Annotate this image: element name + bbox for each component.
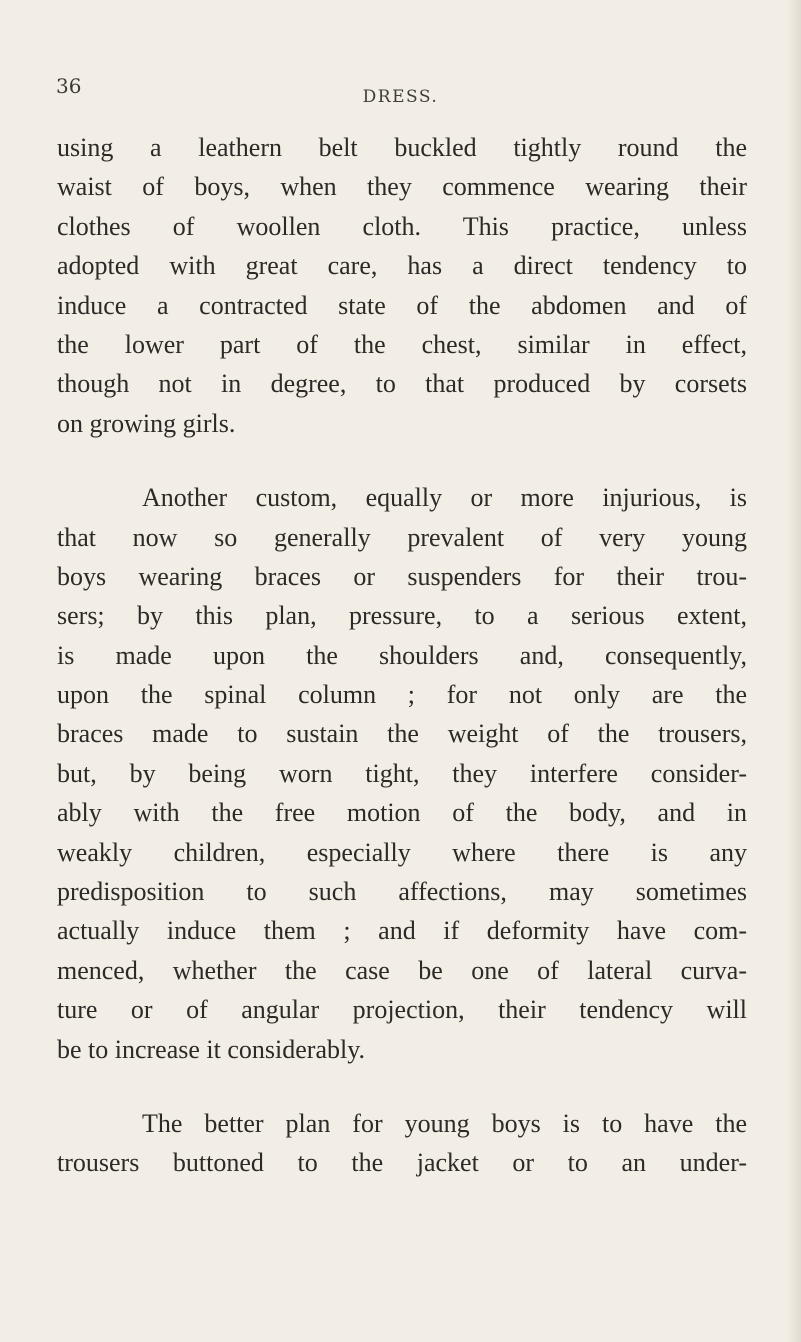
text-line: the lower part of the chest, similar in effect, xyxy=(57,329,747,359)
page-number: 36 xyxy=(56,74,82,98)
paragraph-3 xyxy=(57,1104,747,1183)
paragraph-1 xyxy=(57,128,747,443)
text-line: but, by being worn tight, they interfere consider- xyxy=(57,758,747,788)
page-edge-shadow xyxy=(787,0,801,1342)
text-line: upon the spinal column ; for not only are the xyxy=(57,680,747,710)
text-line: ture or of angular projection, their tendency will xyxy=(57,995,747,1025)
text-line: Another custom, equally or more injurious, is xyxy=(142,483,747,513)
text-line: ably with the free motion of the body, and in xyxy=(57,798,747,828)
text-line: menced, whether the case be one of lateral curva- xyxy=(57,955,747,985)
paragraph-gap xyxy=(57,443,747,478)
paragraph-gap xyxy=(57,1069,747,1104)
text-line: be to increase it considerably. xyxy=(57,1034,366,1064)
text-line: actually induce them ; and if deformity have com- xyxy=(57,916,747,946)
text-line: on growing girls. xyxy=(57,408,236,438)
text-line: is made upon the shoulders and, consequently, xyxy=(57,640,747,670)
text-line: adopted with great care, has a direct tendency to xyxy=(57,251,747,281)
text-line: boys wearing braces or suspenders for their trou- xyxy=(57,561,747,591)
text-line: weakly children, especially where there is any xyxy=(57,837,747,867)
text-line: that now so generally prevalent of very young xyxy=(57,522,747,552)
text-line: using a leathern belt buckled tightly round the xyxy=(57,133,747,162)
text-line: sers; by this plan, pressure, to a serious extent, xyxy=(57,601,747,631)
text-line: The better plan for young boys is to have the xyxy=(142,1108,747,1138)
text-line: braces made to sustain the weight of the trousers, xyxy=(57,719,747,749)
text-line: predisposition to such affections, may sometimes xyxy=(57,877,747,907)
running-head: DRESS. xyxy=(362,87,439,107)
paragraph-2 xyxy=(57,478,747,1069)
text-line: trousers buttoned to the jacket or to an under- xyxy=(57,1148,747,1178)
text-line: though not in degree, to that produced by corsets xyxy=(57,369,747,399)
text-line: waist of boys, when they commence wearing their xyxy=(57,172,747,202)
body-text xyxy=(57,128,747,1183)
text-line: clothes of woollen cloth. This practice, unless xyxy=(57,211,747,241)
text-line: induce a contracted state of the abdomen and of xyxy=(57,290,747,320)
